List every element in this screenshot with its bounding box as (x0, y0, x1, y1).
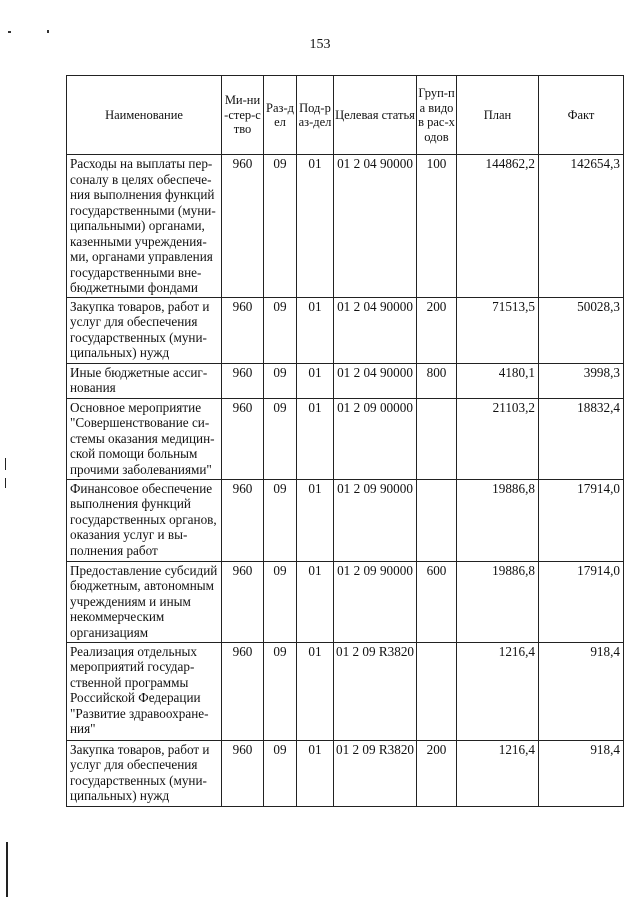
row-subsection: 01 (297, 363, 334, 398)
row-fact: 17914,0 (539, 561, 624, 642)
row-subsection: 01 (297, 297, 334, 363)
header-ministry: Ми-ни-стер-ство (222, 76, 264, 155)
row-section: 09 (264, 155, 297, 298)
row-target-article: 01 2 04 90000 (334, 363, 417, 398)
row-section: 09 (264, 398, 297, 479)
row-name: Предоставление субсидий бюджетным, автономным учреждениям и иным некоммерческим организациям (67, 561, 222, 642)
row-ministry: 960 (222, 642, 264, 740)
row-fact: 918,4 (539, 740, 624, 806)
header-subsection: Под-раз-дел (297, 76, 334, 155)
row-section: 09 (264, 642, 297, 740)
row-expense-group (417, 398, 457, 479)
row-target-article: 01 2 04 90000 (334, 297, 417, 363)
row-ministry: 960 (222, 740, 264, 806)
row-section: 09 (264, 363, 297, 398)
row-fact: 918,4 (539, 642, 624, 740)
table-row (67, 561, 624, 642)
row-subsection: 01 (297, 561, 334, 642)
row-expense-group (417, 642, 457, 740)
row-plan: 19886,8 (457, 479, 539, 561)
row-section: 09 (264, 740, 297, 806)
row-plan: 19886,8 (457, 561, 539, 642)
row-ministry: 960 (222, 297, 264, 363)
scan-edge-mark (6, 842, 8, 897)
row-expense-group: 800 (417, 363, 457, 398)
row-fact: 17914,0 (539, 479, 624, 561)
row-fact: 142654,3 (539, 155, 624, 298)
row-subsection: 01 (297, 642, 334, 740)
header-target-article: Целевая статья (334, 76, 417, 155)
row-plan: 1216,4 (457, 642, 539, 740)
scan-edge-mark (5, 478, 6, 488)
row-subsection: 01 (297, 479, 334, 561)
row-expense-group: 200 (417, 297, 457, 363)
row-fact: 3998,3 (539, 363, 624, 398)
row-subsection: 01 (297, 740, 334, 806)
table-row (67, 398, 624, 479)
row-plan: 144862,2 (457, 155, 539, 298)
row-ministry: 960 (222, 398, 264, 479)
row-name: Расходы на выплаты персоналу в целях обеспечения выполнения функций государственными (муниципальными) органами, казенными учреждениями, органами управления государственными внебюджетными фондами (67, 155, 222, 298)
header-name: Наименование (67, 76, 222, 155)
row-name: Закупка товаров, работ и услуг для обеспечения государственных (муниципальных) нужд (67, 297, 222, 363)
row-plan: 71513,5 (457, 297, 539, 363)
row-section: 09 (264, 479, 297, 561)
table-row (67, 642, 624, 740)
row-expense-group: 200 (417, 740, 457, 806)
row-expense-group (417, 479, 457, 561)
row-target-article: 01 2 09 00000 (334, 398, 417, 479)
scan-speck (8, 31, 11, 33)
budget-table (66, 75, 624, 807)
row-name: Финансовое обеспечение выполнения функций государственных органов, оказания услуг и выполнения работ (67, 479, 222, 561)
table-row (67, 155, 624, 298)
row-ministry: 960 (222, 561, 264, 642)
table-row (67, 363, 624, 398)
row-name: Иные бюджетные ассигнования (67, 363, 222, 398)
table-header-row (67, 76, 624, 155)
row-name: Закупка товаров, работ и услуг для обеспечения государственных (муниципальных) нужд (67, 740, 222, 806)
row-ministry: 960 (222, 363, 264, 398)
row-subsection: 01 (297, 398, 334, 479)
row-fact: 50028,3 (539, 297, 624, 363)
row-target-article: 01 2 09 R3820 (334, 642, 417, 740)
row-plan: 21103,2 (457, 398, 539, 479)
row-fact: 18832,4 (539, 398, 624, 479)
header-section: Раз-дел (264, 76, 297, 155)
row-subsection: 01 (297, 155, 334, 298)
row-target-article: 01 2 09 R3820 (334, 740, 417, 806)
row-plan: 1216,4 (457, 740, 539, 806)
row-section: 09 (264, 561, 297, 642)
table-row (67, 297, 624, 363)
row-ministry: 960 (222, 155, 264, 298)
header-fact: Факт (539, 76, 624, 155)
table-row (67, 740, 624, 806)
row-expense-group: 100 (417, 155, 457, 298)
row-name: Основное мероприятие "Совершенствование системы оказания медицинской помощи больным прочими заболеваниями" (67, 398, 222, 479)
scan-edge-mark (5, 458, 6, 470)
header-plan: План (457, 76, 539, 155)
row-plan: 4180,1 (457, 363, 539, 398)
row-name: Реализация отдельных мероприятий государственной программы Российской Федерации "Развитие здравоохранения" (67, 642, 222, 740)
table-row (67, 479, 624, 561)
row-section: 09 (264, 297, 297, 363)
row-target-article: 01 2 09 90000 (334, 479, 417, 561)
row-ministry: 960 (222, 479, 264, 561)
row-target-article: 01 2 04 90000 (334, 155, 417, 298)
row-expense-group: 600 (417, 561, 457, 642)
scan-speck (47, 30, 49, 33)
header-expense-group: Груп-па видов рас-ходов (417, 76, 457, 155)
row-target-article: 01 2 09 90000 (334, 561, 417, 642)
page-number: 153 (309, 37, 331, 52)
